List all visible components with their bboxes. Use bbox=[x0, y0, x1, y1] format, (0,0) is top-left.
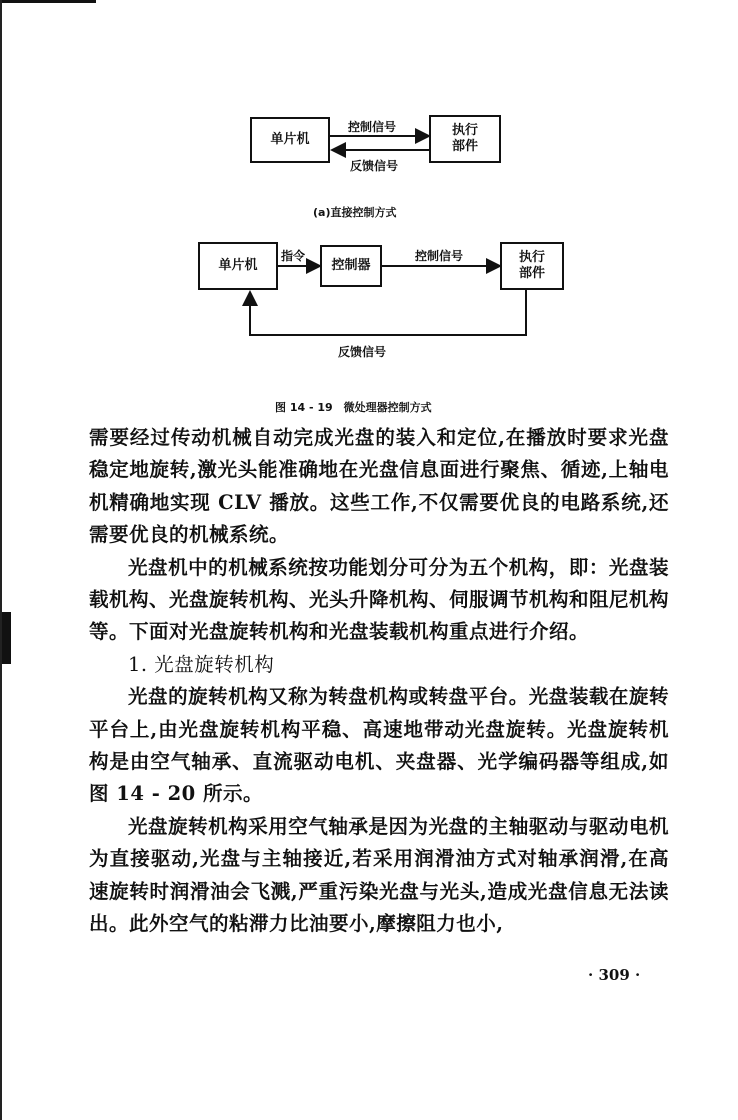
command-label: 指令 bbox=[281, 249, 306, 263]
controller-box bbox=[320, 245, 382, 287]
control-signal-label-b: 控制信号 bbox=[415, 249, 464, 263]
caption-a: (a)直接控制方式 bbox=[313, 206, 397, 219]
paragraph-2: 光盘机中的机械系统按功能划分可分为五个机构，即：光盘装载机构、光盘旋转机构、光头升降机构、伺服调节机构和阻尼机构等。下面对光盘旋转机构和光盘装载机构重点进行介绍。 bbox=[89, 555, 670, 644]
feedback-signal-label-a: 反馈信号 bbox=[350, 159, 399, 173]
control-signal-label-a: 控制信号 bbox=[348, 120, 397, 134]
page-number: · 309 · bbox=[588, 966, 641, 984]
paragraph-4: 光盘旋转机构采用空气轴承是因为光盘的主轴驱动与驱动电机为直接驱动,光盘与主轴接近,若采用润滑油方式对轴承润滑,在高速旋转时润滑油会飞溅,严重污染光盘与光头,造成光盘信息无法读出。此外空气的粘滞力比油要小,摩擦阻力也小, bbox=[89, 814, 669, 936]
feedback-signal-label-b: 反馈信号 bbox=[338, 345, 387, 359]
scan-edge-mark bbox=[2, 612, 11, 664]
executor-label-a: 执行 部件 bbox=[451, 123, 478, 154]
mcu-label-b: 单片机 bbox=[218, 258, 258, 273]
executor-label-b: 执行 部件 bbox=[518, 250, 545, 281]
controller-label: 控制器 bbox=[331, 258, 371, 273]
paragraph-1: 需要经过传动机械自动完成光盘的装入和定位,在播放时要求光盘稳定地旋转,激光头能准确地在光盘信息面进行聚焦、循迹,上轴电机精确地实现 CLV 播放。这些工作,不仅需要优良的电路系统,还需要优良的机械系统。 bbox=[89, 426, 669, 547]
body-text bbox=[89, 422, 669, 941]
mcu-label-a: 单片机 bbox=[270, 132, 310, 147]
paragraph-3: 光盘的旋转机构又称为转盘机构或转盘平台。光盘装载在旋转平台上,由光盘旋转机构平稳、高速地带动光盘旋转。光盘旋转机构是由空气轴承、直流驱动电机、夹盘器、光学编码器等组成,如图 14 - 20 所示。 bbox=[89, 685, 669, 806]
section-heading: 1. 光盘旋转机构 bbox=[128, 652, 275, 676]
mcu-box-b bbox=[198, 242, 278, 290]
figure-caption: 图 14 - 19 微处理器控制方式 bbox=[275, 401, 432, 414]
executor-box-b bbox=[500, 242, 564, 290]
